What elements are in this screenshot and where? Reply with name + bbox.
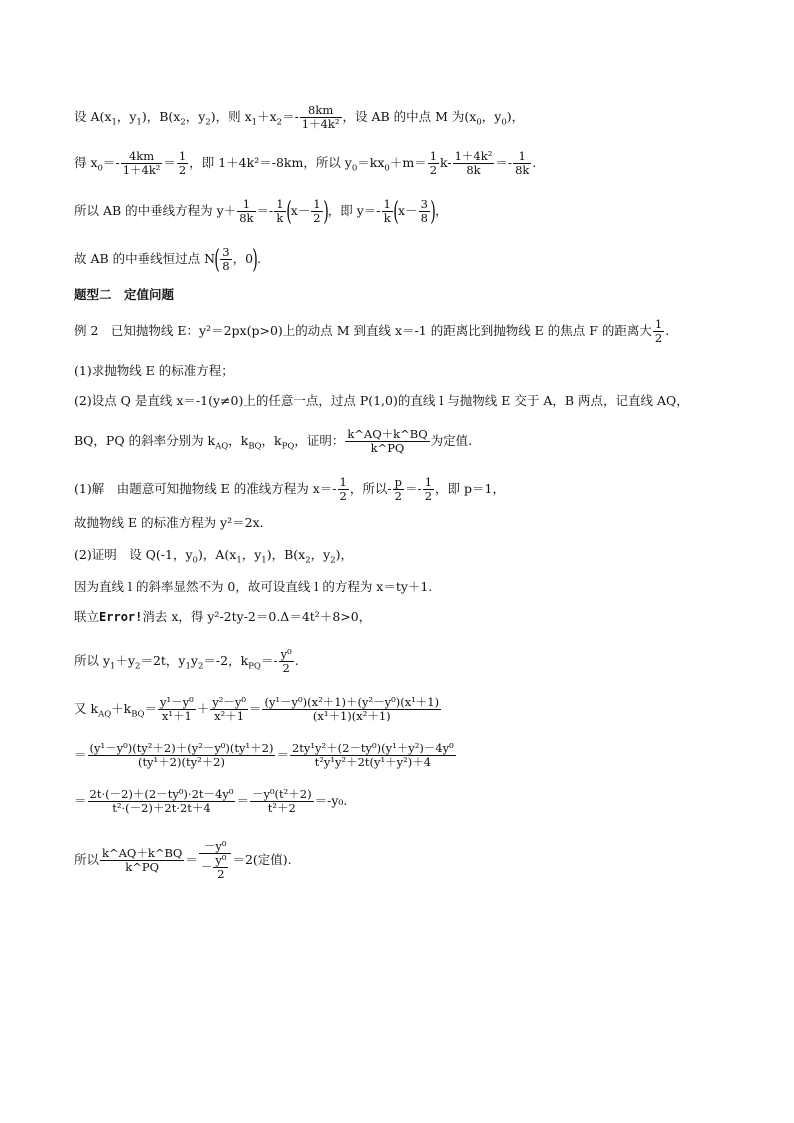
text-run: . [257, 251, 262, 266]
fraction-numerator: 2t·(－2)＋(2－ty⁰)·2t－4y⁰ [89, 787, 234, 801]
large-parenthesis: ( [214, 244, 220, 275]
subscript: 1 [111, 117, 117, 128]
text-run: (2)证明 设 Q(-1，y [74, 547, 193, 562]
fraction-numerator: 3 [222, 245, 230, 259]
subscript: AQ [215, 441, 229, 452]
text-run: 所以 y [74, 653, 111, 668]
fraction-numerator: p [394, 475, 402, 489]
fraction-denominator: 2 [394, 489, 402, 503]
fraction-numerator: 1 [513, 150, 531, 164]
proof-slope-sum-step3 [74, 788, 347, 815]
fraction [274, 198, 285, 225]
fraction-denominator: t²·(－2)＋2t·2t＋4 [112, 801, 211, 815]
text-run: (1)解 由题意可知抛物线 E 的准线方程为 x＝- [74, 481, 337, 496]
proof-slope-sum-step2 [74, 742, 457, 769]
fraction [250, 788, 314, 815]
text-run: x－ [398, 203, 418, 218]
text-run: ＋y [115, 653, 136, 668]
text-run: 所以 AB 的中垂线方程为 y＋ [74, 203, 237, 218]
subscript: 1 [236, 555, 242, 566]
fraction-denominator: 2 [217, 867, 225, 881]
fraction-numerator: (y¹－y⁰)(x²＋1)＋(y²－y⁰)(x¹＋1) [264, 695, 440, 709]
fraction [290, 742, 456, 769]
text-run: ，证明： [294, 433, 345, 448]
text-run: ，即 1＋4k²＝-8km，所以 y [189, 155, 352, 170]
text-run: ，设 AB 的中点 M 为(x [342, 109, 477, 124]
fraction-numerator: 1 [429, 149, 438, 163]
fraction-numerator: 1 [424, 475, 433, 489]
text-run: ，0 [232, 251, 254, 266]
fraction [513, 150, 531, 177]
fraction-numerator: y¹－y⁰ [159, 695, 194, 709]
fraction-numerator: 1 [178, 149, 187, 163]
fraction-numerator: 1 [339, 475, 347, 489]
subscript: 0 [351, 163, 358, 174]
subscript: BQ [131, 709, 145, 720]
text-run: 得 x [74, 155, 98, 170]
subscript: 2 [135, 661, 141, 672]
text-run: )，A(x [197, 547, 237, 562]
subscript: 2 [276, 117, 283, 128]
fraction-numerator: 4km [121, 150, 163, 164]
fraction-denominator: (x¹＋1)(x²＋1) [312, 709, 391, 723]
subscript: 2 [305, 555, 311, 566]
text-run: ，k [228, 433, 249, 448]
fraction-numerator: k^AQ＋k^BQ [102, 846, 183, 860]
fraction-denominator: k^PQ [370, 441, 405, 455]
fraction-numerator: 1 [313, 197, 321, 211]
subscript: PQ [248, 661, 261, 672]
fraction [428, 150, 439, 177]
text-run: ＋m＝ [389, 155, 427, 170]
text-run: ，y [116, 109, 137, 124]
text-run: . [532, 155, 537, 170]
compound-fraction [199, 840, 232, 881]
fraction-numerator: 1 [654, 317, 663, 331]
fraction-numerator: －y⁰(t²＋2) [251, 787, 312, 801]
section-heading [74, 286, 174, 304]
solution-part-1-result [74, 514, 264, 532]
fraction-numerator: 1 [237, 198, 255, 212]
fraction [100, 847, 184, 874]
fraction [300, 104, 342, 131]
fraction-numerator: 1＋4k² [454, 149, 493, 163]
fraction-denominator: 2 [424, 489, 433, 503]
fraction-denominator: 8k [466, 163, 481, 177]
fraction-denominator: 2 [429, 163, 438, 177]
fraction [423, 476, 434, 503]
text-run: ＝2(定值). [232, 852, 292, 867]
fraction-denominator: k [276, 211, 284, 225]
derivation-line-x0-y0 [74, 150, 536, 177]
text-run: ，所以- [349, 481, 392, 496]
text-run: 故抛物线 E 的标准方程为 y²＝2x. [74, 515, 264, 530]
fraction [121, 150, 163, 177]
fraction-numerator: 1 [276, 197, 284, 211]
text-run: ＝kx [357, 155, 385, 170]
text-run: )，则 x [210, 109, 252, 124]
example-statement [74, 318, 669, 345]
large-parenthesis: ) [430, 196, 436, 227]
derivation-line-perpendicular-bisector [74, 198, 448, 225]
fraction-denominator: t²y¹y²＋2t(y¹＋y²)＋4 [314, 755, 432, 769]
text-run: 又 k [74, 701, 99, 716]
text-run: ＋k [111, 701, 132, 716]
fraction [279, 648, 294, 675]
fraction-denominator [199, 854, 232, 881]
fraction-numerator: y⁰ [280, 647, 292, 661]
text-run: 消去 x，得 y²-2ty-2＝0.Δ＝4t²＋8>0， [142, 609, 372, 624]
text-run: )，B(x [141, 109, 181, 124]
subscript: 1 [136, 117, 142, 128]
fraction-numerator: y²－y⁰ [212, 695, 246, 709]
fraction [158, 696, 196, 723]
text-run: ＝- [495, 155, 513, 170]
fraction-denominator: k^PQ [125, 860, 160, 874]
fraction [220, 246, 231, 273]
subscript: 1 [185, 661, 191, 672]
subscript: 2 [205, 117, 211, 128]
subscript: 2 [197, 661, 204, 672]
fraction [210, 696, 248, 723]
fraction-denominator: 8k [515, 163, 530, 177]
fraction [88, 788, 236, 815]
fraction-denominator: 1＋4k² [122, 163, 161, 177]
minus-sign: － [200, 859, 213, 874]
fraction [213, 854, 228, 881]
text-run: ＝ [74, 793, 87, 808]
text-run: 所以 [74, 852, 100, 867]
text-run: )，B(x [266, 547, 306, 562]
text-run: ＝- [260, 653, 278, 668]
text-run: ＝ [276, 747, 289, 762]
fraction-denominator: x¹＋1 [161, 709, 192, 723]
fraction-denominator: 1＋4k² [301, 117, 340, 131]
derivation-line-fixed-point [74, 246, 261, 273]
subscript: 1 [251, 117, 258, 128]
fraction [345, 428, 429, 455]
text-run: ＋ [196, 701, 210, 716]
fraction [453, 150, 495, 177]
error-field: Error! [99, 610, 143, 624]
text-run: ＝-2，k [203, 653, 249, 668]
subscript: 0 [501, 117, 507, 128]
fraction-numerator: y⁰ [215, 853, 227, 867]
text-run: ＝ [74, 747, 87, 762]
text-run: 设 A(x [74, 109, 112, 124]
fraction-denominator: x²＋1 [214, 709, 245, 723]
fraction-numerator: －y⁰ [199, 840, 232, 854]
solution-part-1 [74, 476, 505, 503]
fraction [311, 198, 322, 225]
text-run: ＝ [248, 701, 262, 716]
fraction-numerator: 1 [383, 197, 391, 211]
derivation-line-midpoint [74, 104, 524, 131]
fraction-numerator: (y¹－y⁰)(ty²＋2)＋(y²－y⁰)(ty¹＋2) [89, 741, 274, 755]
question-part-2-continued [74, 428, 472, 455]
fraction-numerator: 8km [300, 104, 342, 118]
fraction-denominator: (ty¹＋2)(ty²＋2) [137, 755, 225, 769]
text-run: (2)设点 Q 是直线 x＝-1(y≠0)上的任意一点，过点 P(1,0)的直线 l 与抛物线 E 交于 A，B 两点，记直线 AQ， [74, 393, 689, 408]
text-run: k- [440, 155, 452, 170]
subscript: 0 [476, 117, 482, 128]
fraction [237, 198, 255, 225]
text-run: x－ [290, 203, 311, 218]
text-run: 因为直线 l 的斜率显然不为 0，故可设直线 l 的方程为 x＝ty＋1. [74, 579, 433, 594]
subscript: AQ [98, 709, 112, 720]
fraction [393, 476, 404, 503]
text-run: ，即 p＝1， [435, 481, 505, 496]
fraction-denominator: k [383, 211, 391, 225]
text-run: ，y [481, 109, 502, 124]
text-run: )， [506, 109, 525, 124]
text-run: . [294, 653, 299, 668]
text-run: ＝- [102, 155, 120, 170]
fraction-denominator: 2 [339, 489, 347, 503]
fraction-numerator: 2ty¹y²＋(2－ty⁰)(y¹＋y²)－4y⁰ [291, 741, 454, 755]
large-parenthesis: ( [393, 196, 399, 227]
text-run: ＝- [256, 203, 274, 218]
proof-system [74, 608, 371, 626]
large-parenthesis: ) [252, 244, 258, 275]
text-run: ＝ [163, 155, 176, 170]
text-run: 例 2 已知抛物线 E：y²＝2px(p>0)上的动点 M 到直线 x＝-1 的距离比到抛物线 E 的焦点 F 的距离大 [74, 323, 652, 338]
text-run: ＝ [236, 793, 249, 808]
text-run: ， [435, 203, 448, 218]
fraction-numerator: k^AQ＋k^BQ [347, 427, 428, 441]
proof-slope-sum [74, 696, 442, 723]
subscript: 0 [97, 163, 103, 174]
text-run: ，k [261, 433, 282, 448]
fraction-denominator: 2 [313, 211, 321, 225]
fraction [382, 198, 393, 225]
text-run: (1)求抛物线 E 的标准方程； [74, 363, 234, 378]
text-run: 题型二 定值问题 [74, 287, 175, 302]
proof-conclusion [74, 840, 292, 881]
text-run: 为定值. [430, 433, 473, 448]
subscript: 1 [110, 661, 116, 672]
text-run: ，y [310, 547, 331, 562]
fraction-denominator: 8 [420, 211, 428, 225]
fraction [177, 150, 188, 177]
fraction [338, 476, 349, 503]
subscript: PQ [281, 441, 295, 452]
fraction-denominator: 2 [178, 163, 187, 177]
text-run: )， [335, 547, 354, 562]
text-run: ＋x [257, 109, 277, 124]
subscript: 2 [180, 117, 186, 128]
question-part-2 [74, 392, 689, 410]
fraction-numerator: 3 [420, 197, 428, 211]
subscript: 0 [384, 163, 390, 174]
proof-vieta [74, 648, 299, 675]
question-part-1 [74, 362, 234, 380]
fraction [419, 198, 430, 225]
text-run: y [190, 653, 198, 668]
text-run: ＝-y₀. [314, 793, 348, 808]
fraction-denominator: 2 [654, 331, 663, 345]
fraction-denominator: 2 [282, 661, 290, 675]
text-run: . [665, 323, 670, 338]
fraction [262, 696, 441, 723]
text-run: ＝- [282, 109, 299, 124]
text-run: ，y [185, 109, 206, 124]
subscript: BQ [248, 441, 262, 452]
subscript: 1 [261, 555, 267, 566]
text-run: ＝- [404, 481, 422, 496]
text-run: ，即 y＝- [327, 203, 381, 218]
text-run: 故 AB 的中垂线恒过点 N [74, 251, 216, 266]
text-run: 联立 [74, 609, 100, 624]
fraction [88, 742, 276, 769]
large-parenthesis: ( [285, 196, 292, 227]
subscript: 2 [330, 555, 336, 566]
subscript: 0 [192, 555, 198, 566]
text-run: ＝ [185, 852, 198, 867]
fraction-denominator: 8k [239, 211, 254, 225]
proof-line-equation [74, 578, 432, 596]
text-run: BQ，PQ 的斜率分别为 k [74, 433, 216, 448]
text-run: ，y [241, 547, 262, 562]
fraction-denominator: t²＋2 [267, 801, 296, 815]
large-parenthesis: ) [322, 196, 329, 227]
proof-part-2-setup [74, 546, 353, 564]
text-run: ＝2t，y [140, 653, 186, 668]
fraction [653, 318, 664, 345]
text-run: ＝ [144, 701, 157, 716]
fraction-denominator: 8 [222, 259, 230, 273]
